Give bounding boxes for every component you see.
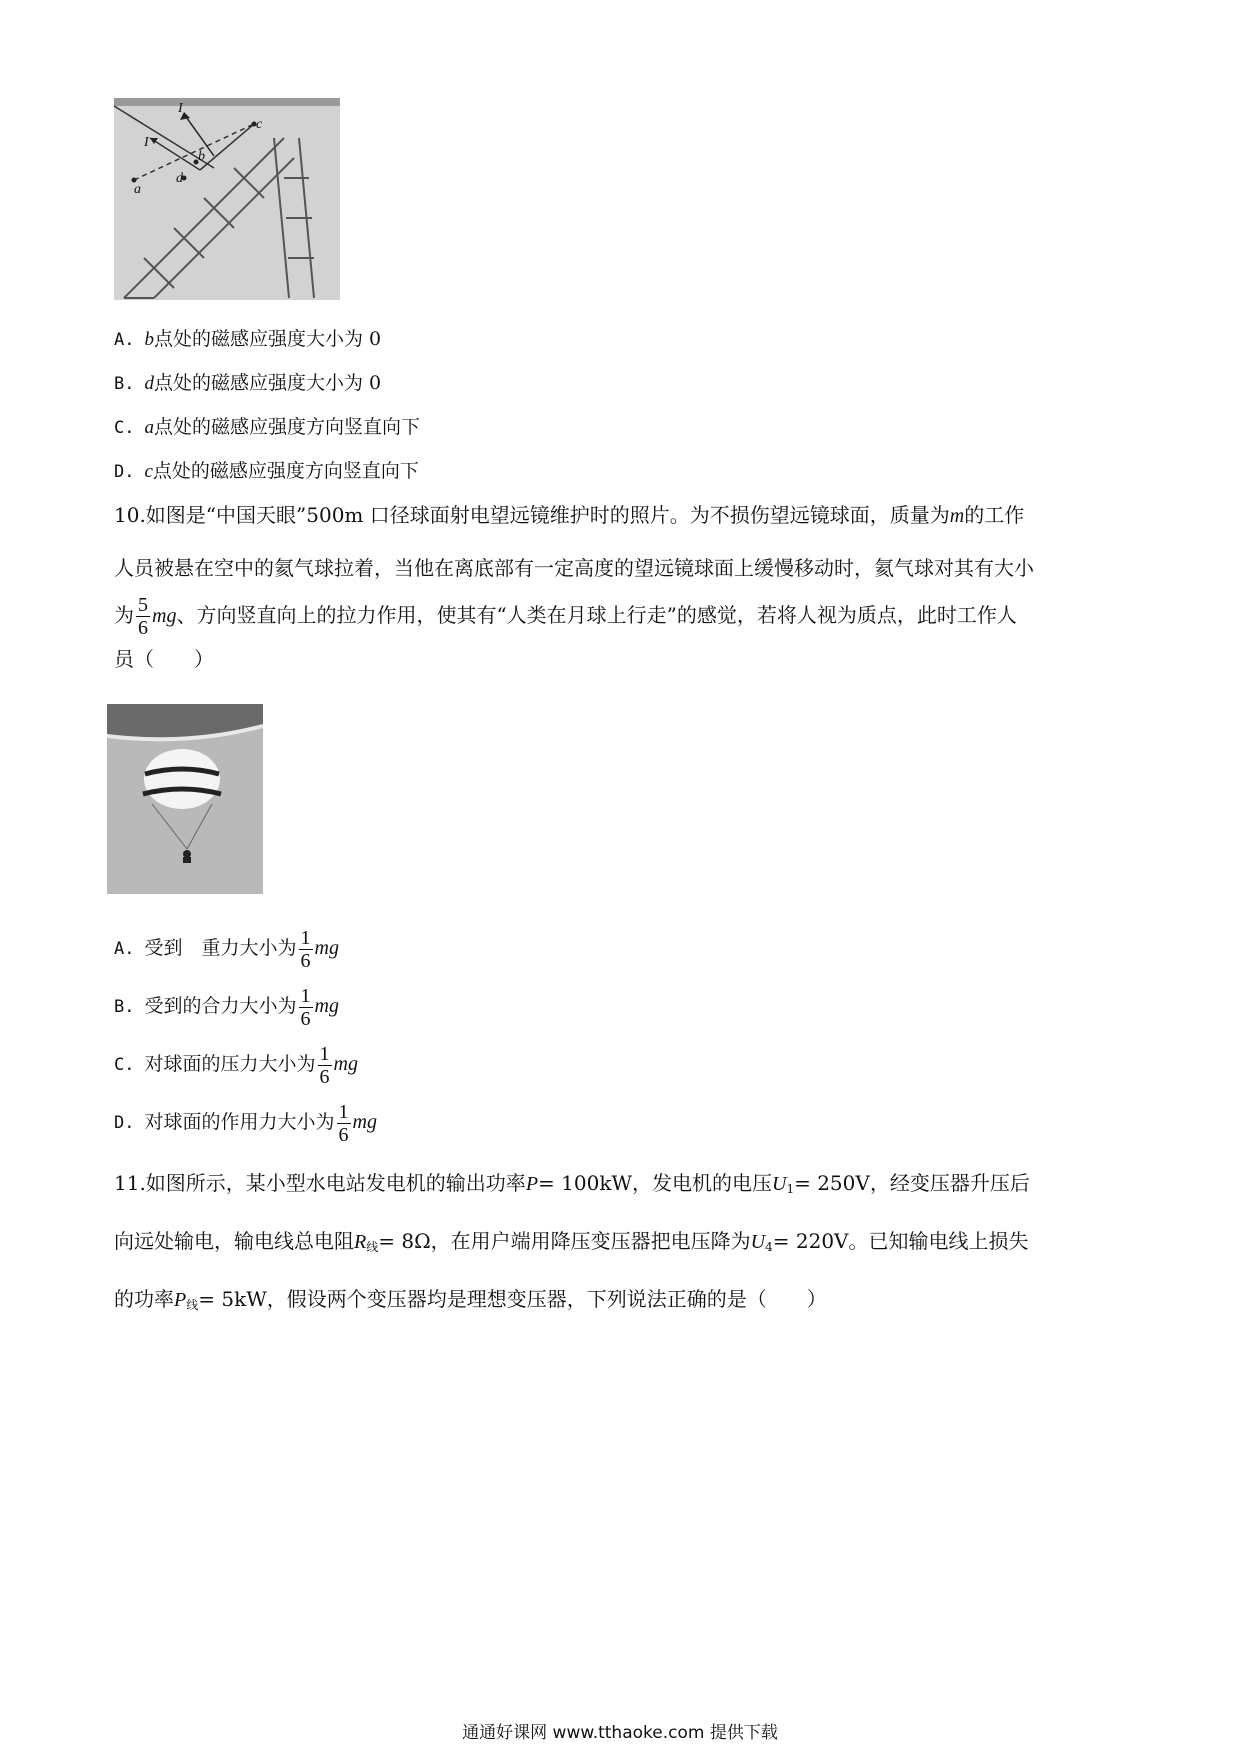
label-d: d: [176, 171, 183, 186]
footer-watermark: 通通好课网 www.tthaoke.com 提供下载: [462, 1723, 778, 1743]
label-l2: I: [178, 101, 183, 116]
q10-line-1: 10.如图是“中国天眼”500m 口径球面射电望远镜维护时的照片。为不损伤望远镜球面，质量为m的工作: [114, 503, 1025, 527]
q11-line-2: 向远处输电，输电线总电阻$R_线= 8\Omega$，在用户端用降压变压器把电压降为$U_4= 220V$。已知输电线上损失: [114, 1229, 1029, 1254]
label-a: a: [134, 182, 141, 197]
q9-option-d: D. c点处的磁感应强度方向竖直向下: [114, 460, 419, 482]
q11-line-3: 的功率$P_线= 5kW$，假设两个变压器均是理想变压器，下列说法正确的是（ ）: [114, 1287, 827, 1312]
q11-line-1: 11.如图所示，某小型水电站发电机的输出功率P= 100kW，发电机的电压$U_1= 250V$，经变压器升压后: [114, 1171, 1030, 1196]
q9-option-c: C. a点处的磁感应强度方向竖直向下: [114, 416, 420, 438]
q10-option-c: C. 对球面的压力大小为 $\frac{1}{6}$ mg: [114, 1042, 358, 1088]
label-c: c: [256, 117, 263, 132]
fraction-five-sixths: $\frac{5}{6}$: [138, 594, 148, 639]
q10-option-b: B. 受到的合力大小为 $\frac{1}{6}$ mg: [114, 984, 339, 1030]
q10-option-d: D. 对球面的作用力大小为 $\frac{1}{6}$ mg: [114, 1100, 377, 1146]
figure-power-tower: [114, 98, 340, 300]
q10-option-a: A. 受到 重力大小为 $\frac{1}{6}$ mg: [114, 926, 339, 972]
q10-line-3: 为 $\frac{5}{6}$ mg、方向竖直向上的拉力作用，使其有“人类在月球上行走”的感觉，若将人视为质点，此时工作人: [114, 594, 1017, 639]
label-l1: I: [144, 135, 149, 150]
figure-balloon: [107, 704, 263, 894]
q10-line-2: 人员被悬在空中的氦气球拉着，当他在离底部有一定高度的望远镜球面上缓慢移动时，氦气球对其有大小: [114, 556, 1034, 580]
label-b: b: [198, 149, 205, 164]
q9-option-a: A. b点处的磁感应强度大小为 0: [114, 328, 382, 350]
q10-line-4: 员（ ）: [114, 647, 214, 671]
q9-option-b: B. d点处的磁感应强度大小为 0: [114, 372, 382, 394]
